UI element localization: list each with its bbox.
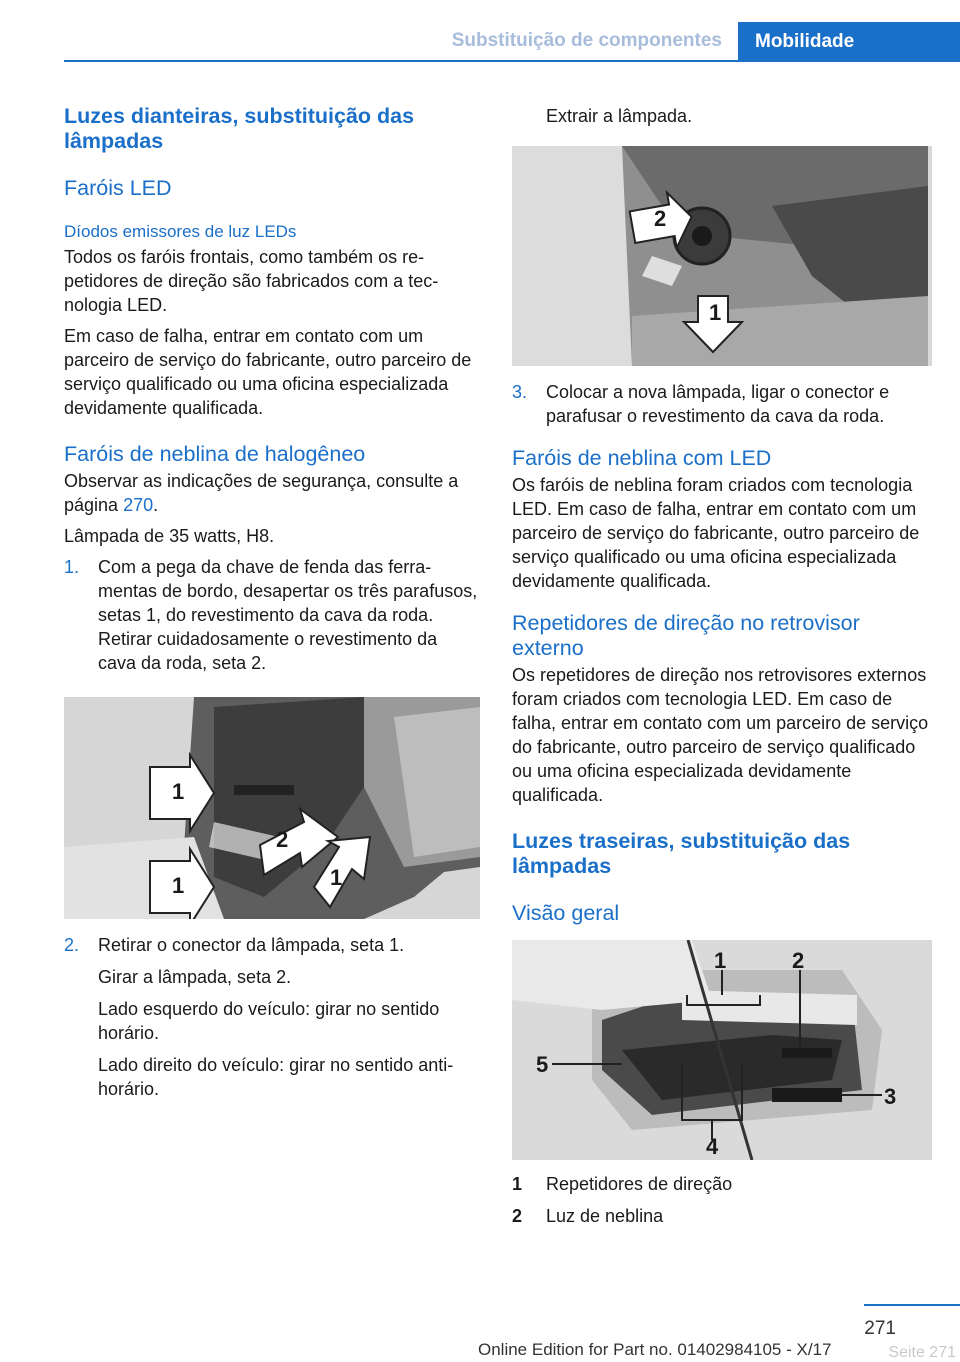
figure-label: 1: [172, 873, 185, 898]
fog-paragraph-2: Lâmpada de 35 watts, H8.: [64, 526, 275, 546]
heading-overview: Visão geral: [512, 901, 620, 925]
step-text: Com a pega da chave de fenda das ferramentas de bordo, desapertar os três parafusos, setas 1, do revestimento da cava da roda. Retirar cuidadosamente o revestimento da cava da roda, seta 2.: [98, 557, 478, 673]
heading-led-fog: Faróis de neblina com LED: [512, 446, 772, 470]
figure-label: 2: [276, 827, 289, 852]
figure-wheel-arch-lining: [64, 697, 480, 919]
legend-number: 2: [512, 1206, 523, 1226]
figure-label: 4: [706, 1134, 719, 1159]
led-paragraph-1: Todos os faróis frontais, como também os repetidores de direção são fabricados com a tecnologia LED.: [64, 247, 439, 315]
step-1: [64, 555, 480, 675]
step-number: 3.: [512, 382, 528, 402]
figure-label: 2: [792, 948, 805, 973]
bulb-extraction-illustration: [512, 146, 928, 366]
legend-text: Luz de neblina: [546, 1206, 664, 1226]
extract-bulb-text: Extrair a lâmpada.: [546, 106, 693, 126]
step-2: [64, 933, 480, 957]
legend-item: [512, 1204, 932, 1228]
subheading-led-diodes: Díodos emissores de luz LEDs: [64, 222, 297, 241]
step-2-detail-rotate: Girar a lâmpada, seta 2.: [98, 967, 292, 987]
heading-mirror-indicators: Repetidores de direção no retrovisor externo: [512, 611, 860, 660]
left-column: [64, 100, 480, 1101]
step-text: Retirar o conector da lâmpada, seta 1.: [98, 935, 405, 955]
figure-rear-light-overview: [512, 940, 932, 1160]
header-section-title: Substituição de componentes: [451, 30, 722, 51]
heading-led-headlights: Faróis LED: [64, 176, 172, 200]
step-3: [512, 380, 932, 428]
legend-item: [512, 1172, 932, 1196]
heading-halogen-fog: Faróis de neblina de halogêneo: [64, 442, 366, 466]
right-column: [512, 100, 932, 1228]
header-rule: [64, 60, 960, 62]
figure-label: 3: [884, 1084, 897, 1109]
figure-label: 1: [172, 779, 185, 804]
legend-text: Repetidores de direção: [546, 1174, 733, 1194]
figure-extract-bulb: [512, 146, 932, 366]
page-number: 271: [864, 1318, 896, 1339]
step-2-detail-right-side: Lado direito do veículo: girar no sentido anti-horário.: [98, 1055, 454, 1099]
step-text: Colocar a nova lâmpada, ligar o conector e parafusar o revestimento da cava da roda.: [546, 382, 890, 426]
watermark-text: Seite 271: [888, 1344, 956, 1361]
fog-paragraph-1: Observar as indicações de segurança, consulte a página 270.: [64, 471, 459, 515]
step-2-detail-left-side: Lado esquerdo do veículo: girar no sentido horário.: [98, 999, 440, 1043]
figure-label: 1: [714, 948, 727, 973]
page-header: [0, 0, 960, 62]
led-paragraph-2: Em caso de falha, entrar em contato com um parceiro de serviço do fabricante, outro parceiro de serviço qualificado ou uma oficina especializada devidamente qualificada.: [64, 326, 472, 418]
section-title-rear-lights: Luzes traseiras, substituição das lâmpadas: [512, 829, 851, 878]
led-fog-paragraph: Os faróis de neblina foram criados com tecnologia LED. Em caso de falha, entrar em contato com um parceiro de serviço do fabricante, outro parceiro de serviço qualificado ou uma oficina especializada devidamente qualificada.: [512, 475, 920, 591]
edition-text: Online Edition for Part no. 01402984105 - X/17: [478, 1340, 832, 1359]
page-reference-link[interactable]: 270: [123, 495, 154, 515]
legend-number: 1: [512, 1174, 523, 1194]
figure-label: 1: [709, 300, 722, 325]
wheel-arch-illustration: [64, 697, 480, 919]
figure-label: 5: [536, 1052, 549, 1077]
section-title-front-lights: Luzes dianteiras, substituição das lâmpadas: [64, 104, 415, 153]
figure-label: 2: [654, 206, 667, 231]
step-number: 1.: [64, 557, 80, 577]
figure-label: 1: [330, 865, 343, 890]
mirror-paragraph: Os repetidores de direção nos retrovisores externos foram criados com tecnologia LED. Em caso de falha, entrar em contato com um parceiro de serviço do fabricante, outro parceiro de serviço qualificado ou uma oficina especializada devidamente qualificada.: [512, 665, 929, 805]
header-chapter-tab: Mobilidade: [738, 22, 960, 62]
page-footer: [0, 1300, 960, 1362]
step-number: 2.: [64, 935, 80, 955]
footer-rule: [864, 1304, 960, 1306]
